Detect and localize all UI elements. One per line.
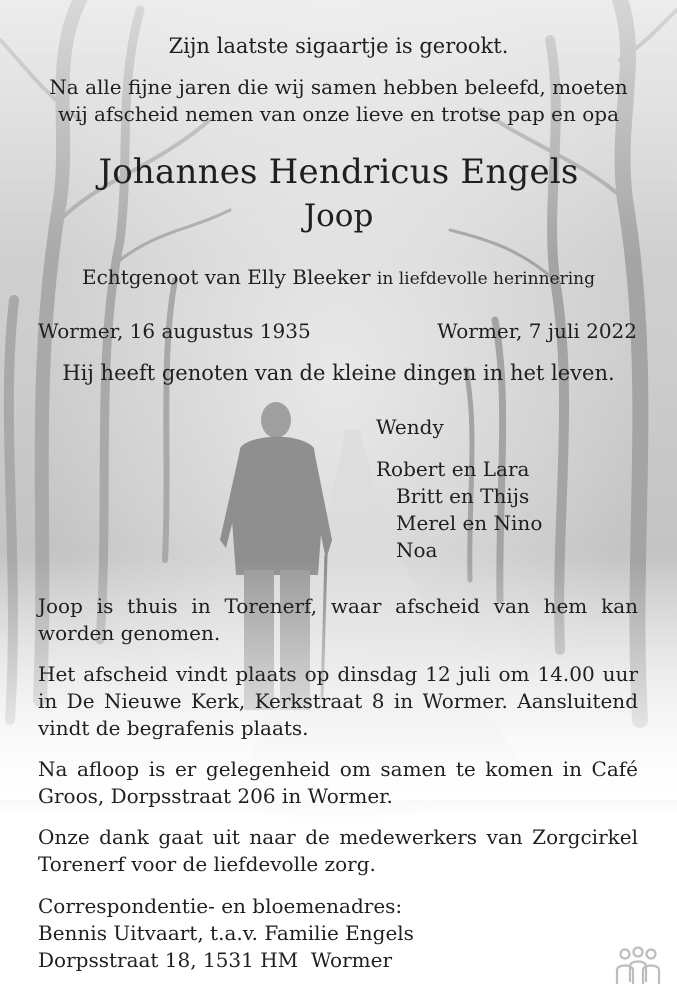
announcement-thanks: Onze dank gaat uit naar de medewerkers van Zorgcirkel Torenerf voor de liefdevolle zorg. <box>38 825 638 876</box>
family-member: Britt en Thijs <box>396 484 530 508</box>
spouse-remembrance: in liefdevolle herinnering <box>376 269 595 289</box>
family-member: Wendy <box>376 415 444 439</box>
announcement-ceremony: Het afscheid vindt plaats op dinsdag 12 juli om 14.00 uur in De Nieuwe Kerk, Kerkstraat 8 in Wormer. Aansluitend vindt de begrafenis plaats. <box>38 662 638 740</box>
deceased-full-name: Johannes Hendricus Engels <box>98 152 579 192</box>
death-date: Wormer, 7 juli 2022 <box>437 319 637 343</box>
opening-sentence-line-1: Na alle fijne jaren die wij samen hebben beleefd, moeten <box>49 75 628 99</box>
spouse-line <box>0 264 677 292</box>
announcement-viewing: Joop is thuis in Torenerf, waar afscheid van hem kan worden genomen. <box>38 594 638 645</box>
people-logo-icon <box>613 946 663 986</box>
deceased-nickname: Joop <box>303 198 374 234</box>
opening-line: Zijn laatste sigaartje is gerookt. <box>168 34 509 58</box>
family-member: Robert en Lara <box>376 457 530 481</box>
birth-date: Wormer, 16 augustus 1935 <box>38 319 311 343</box>
family-member: Noa <box>396 538 438 562</box>
motto: Hij heeft genoten van de kleine dingen in het leven. <box>62 361 615 385</box>
opening-sentence-line-2: wij afscheid nemen van onze lieve en trotse pap en opa <box>57 102 620 126</box>
address-heading: Correspondentie- en bloemenadres: <box>38 894 403 918</box>
address-street: Dorpsstraat 18, 1531 HM Wormer <box>38 948 393 972</box>
announcement-gathering: Na afloop is er gelegenheid om samen te komen in Café Groos, Dorpsstraat 206 in Wormer. <box>38 757 638 808</box>
address-recipient: Bennis Uitvaart, t.a.v. Familie Engels <box>38 921 414 945</box>
family-member: Merel en Nino <box>396 511 543 535</box>
spouse-name: Echtgenoot van Elly Bleeker <box>82 265 371 289</box>
